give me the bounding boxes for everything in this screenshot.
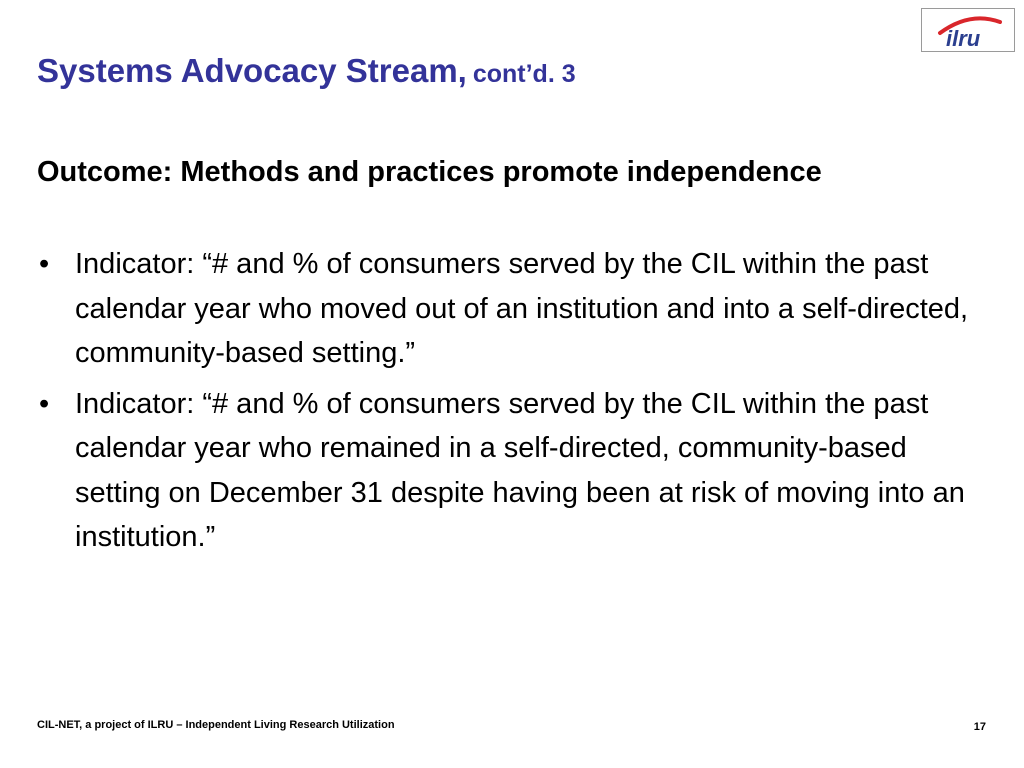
list-item <box>37 242 972 376</box>
slide-title-suffix: cont’d. 3 <box>472 60 576 88</box>
slide-title <box>37 54 576 87</box>
page-number: 17 <box>973 721 986 733</box>
indicator-text: Indicator: “# and % of consumers served by the CIL within the past calendar year who remained in a self-directed, community-based setting on December 31 despite having been at risk of moving into an institution.” <box>75 387 965 553</box>
footer-credit: CIL-NET, a project of ILRU – Independent Living Research Utilization <box>37 719 395 731</box>
ilru-logo-icon <box>922 9 1014 51</box>
indicator-list <box>37 242 972 566</box>
list-item <box>37 382 972 560</box>
indicator-text: Indicator: “# and % of consumers served by the CIL within the past calendar year who moved out of an institution and into a self-directed, community-based setting.” <box>75 248 969 369</box>
slide-title-main: Systems Advocacy Stream, <box>37 52 467 89</box>
outcome-heading: Outcome: Methods and practices promote independence <box>37 156 822 188</box>
bullet-marker: • <box>39 387 50 420</box>
ilru-logo <box>921 8 1015 52</box>
bullet-marker: • <box>39 248 50 280</box>
logo-text: ilru <box>946 26 981 51</box>
